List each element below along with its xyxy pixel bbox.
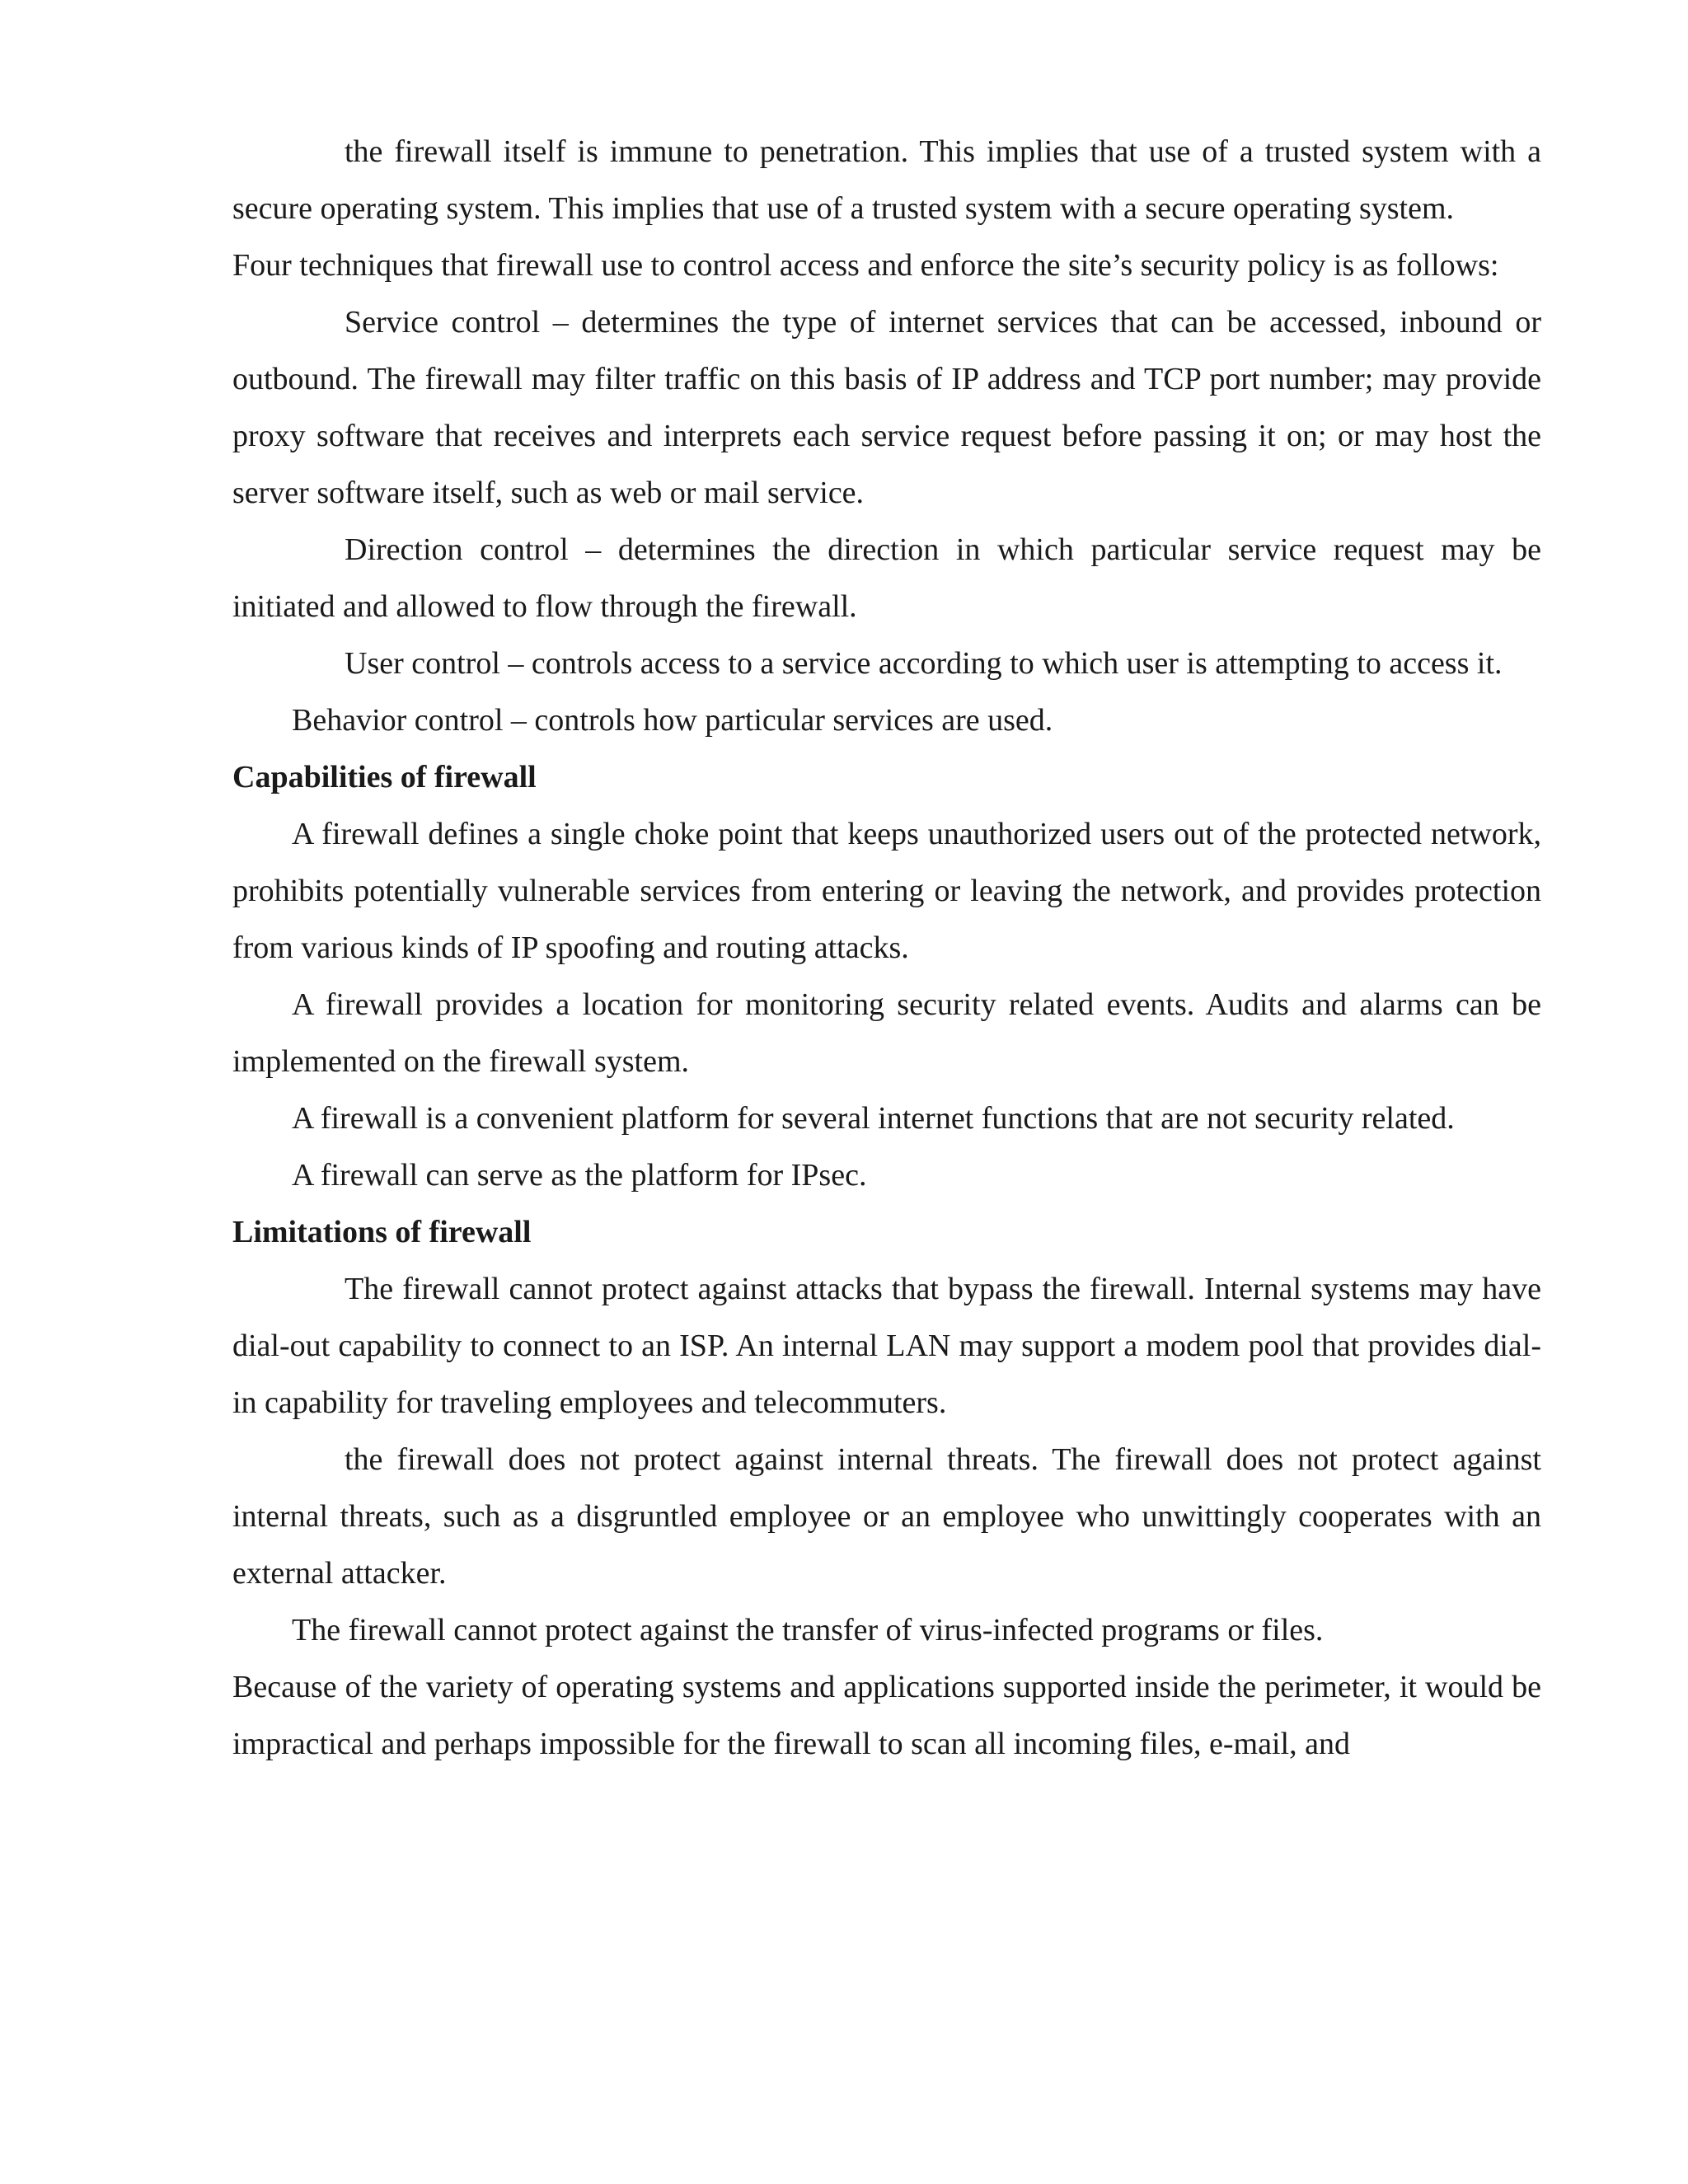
page-body [232,124,1541,1773]
heading-capabilities: Capabilities of firewall [232,760,537,794]
paragraph-limitation-trailing: Because of the variety of operating systems and applications supported inside the perimeter, it would be impractical and perhaps impossible for the firewall to scan all incoming files, e-mail, and [232,1670,1541,1761]
paragraph-four-techniques: Four techniques that firewall use to control access and enforce the site’s security policy is as follows: [232,248,1499,283]
paragraph-limitation-1: The firewall cannot protect against attacks that bypass the firewall. Internal systems may have dial-out capability to connect to an ISP. An internal LAN may support a modem pool that provides dial-in capability for traveling employees and telecommuters. [232,1272,1541,1420]
paragraph-user-control: User control – controls access to a service according to which user is attempting to access it. [345,646,1503,681]
heading-limitations: Limitations of firewall [232,1215,532,1249]
paragraph-behavior-control: Behavior control – controls how particular services are used. [292,703,1053,738]
paragraph-capability-4: A firewall can serve as the platform for IPsec. [292,1158,867,1193]
paragraph-capability-3: A firewall is a convenient platform for several internet functions that are not security related. [292,1101,1455,1136]
paragraph-firewall-immune: the firewall itself is immune to penetration. This implies that use of a trusted system with a secure operating system. This implies that use of a trusted system with a secure operating system. [232,134,1541,226]
paragraph-service-control: Service control – determines the type of internet services that can be accessed, inbound or outbound. The firewall may filter traffic on this basis of IP address and TCP port number; may provide proxy software that receives and interprets each service request before passing it on; or may host the server software itself, such as web or mail service. [232,305,1541,510]
paragraph-limitation-3: The firewall cannot protect against the transfer of virus-infected programs or files. [292,1613,1324,1647]
paragraph-capability-2: A firewall provides a location for monitoring security related events. Audits and alarms can be implemented on the firewall system. [232,987,1541,1079]
paragraph-limitation-2: the firewall does not protect against internal threats. The firewall does not protect against internal threats, such as a disgruntled employee or an employee who unwittingly cooperates with an external attacker. [232,1442,1541,1591]
paragraph-direction-control: Direction control – determines the direction in which particular service request may be initiated and allowed to flow through the firewall. [232,532,1541,624]
paragraph-capability-1: A firewall defines a single choke point that keeps unauthorized users out of the protected network, prohibits potentially vulnerable services from entering or leaving the network, and provides protection from various kinds of IP spoofing and routing attacks. [232,817,1541,965]
